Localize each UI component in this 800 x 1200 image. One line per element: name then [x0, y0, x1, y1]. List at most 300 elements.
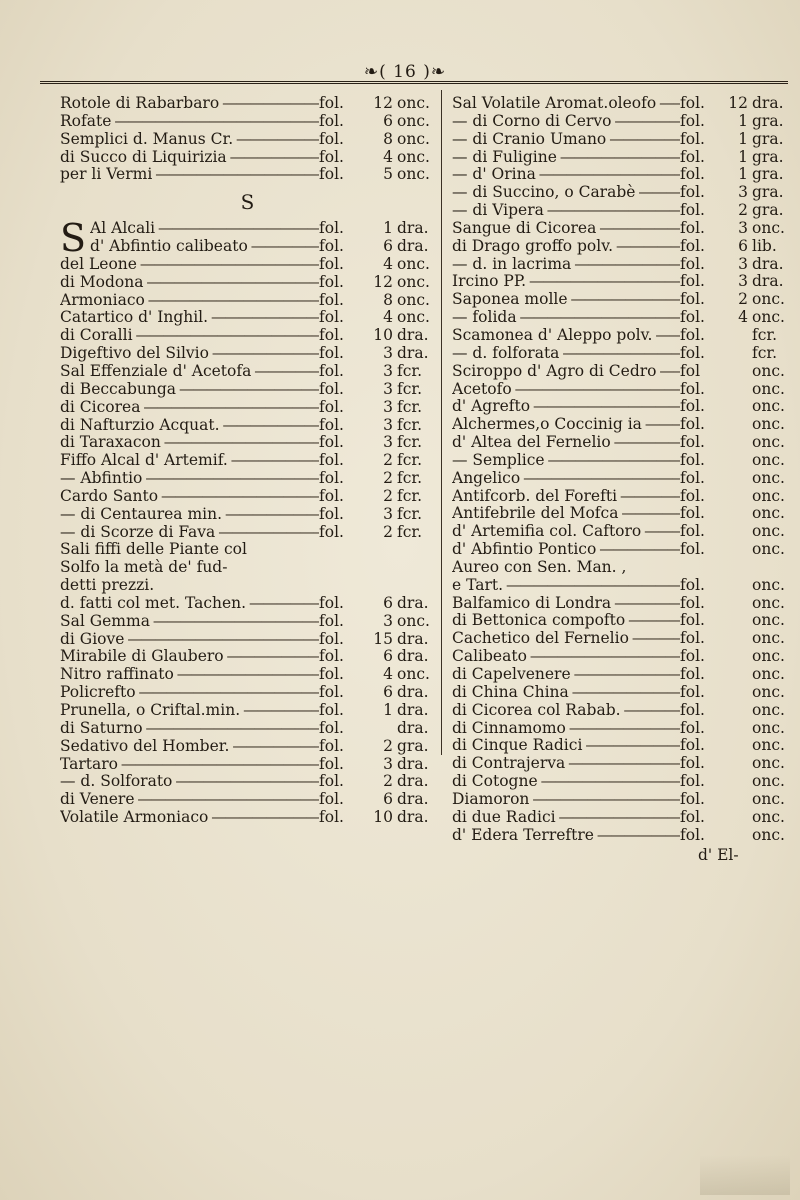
- item-name: di Beccabunga —————: [60, 381, 319, 399]
- item-unit: fol.: [680, 379, 705, 398]
- item-measure: onc.: [752, 647, 785, 666]
- item-measure: dra.: [397, 772, 429, 791]
- item-qty: 12: [373, 94, 393, 112]
- item-qty: [726, 505, 752, 523]
- item-unit: fol.: [319, 308, 344, 327]
- item-unit: fol.: [319, 718, 344, 737]
- item-unit: fol.: [319, 629, 344, 648]
- item-qty: 1: [738, 111, 748, 130]
- item-qty: 3: [383, 397, 393, 416]
- item-qty: 4: [383, 665, 393, 684]
- item-unit: fol.: [680, 504, 705, 523]
- item-measure: onc.: [397, 665, 430, 684]
- page-number: [350, 62, 460, 82]
- left-rows-bottom: [60, 595, 435, 827]
- price-row: [452, 470, 790, 488]
- item-measure: onc.: [752, 718, 785, 737]
- item-measure: fcr.: [397, 379, 423, 398]
- price-row: [452, 256, 790, 274]
- item-unit: fol.: [680, 397, 705, 416]
- price-row: [60, 452, 435, 470]
- item-qty: 6: [383, 683, 393, 702]
- item-name: Armoniaco —————: [60, 292, 319, 310]
- catchword: d' El-: [698, 846, 739, 864]
- price-row: [452, 202, 790, 220]
- price-row: [452, 149, 790, 167]
- item-name: Sal Effenziale d' Acetofa —————: [60, 363, 319, 381]
- item-measure: fcr.: [752, 343, 778, 362]
- right-column: [452, 95, 790, 844]
- item-unit: fol.: [319, 254, 344, 273]
- item-qty: 2: [383, 736, 393, 755]
- item-measure: dra.: [752, 272, 784, 291]
- price-row: [452, 684, 790, 702]
- item-qty: 3: [383, 379, 393, 398]
- price-row: [60, 274, 435, 292]
- column-divider: [441, 90, 442, 755]
- item-measure: onc.: [752, 772, 785, 791]
- item-qty: 10: [373, 326, 393, 345]
- item-measure: gra.: [752, 147, 784, 166]
- item-unit: fol.: [680, 129, 705, 148]
- item-unit: fol.: [680, 825, 705, 844]
- item-name: Antifebrile del Mofca —————: [452, 505, 680, 523]
- item-measure: onc.: [752, 825, 785, 844]
- page-number-text: 16: [393, 62, 417, 82]
- item-measure: onc.: [397, 611, 430, 630]
- left-rows-top: [60, 95, 435, 184]
- item-name: Ircino PP. —————: [452, 273, 680, 291]
- item-measure: dra.: [397, 629, 429, 648]
- item-measure: dra.: [397, 808, 429, 827]
- item-unit: fol.: [680, 236, 705, 255]
- price-row: [452, 488, 790, 506]
- item-unit: fol.: [319, 504, 344, 523]
- item-qty: [726, 470, 752, 488]
- price-row: [452, 184, 790, 202]
- price-row: [60, 381, 435, 399]
- item-unit: fol.: [319, 111, 344, 130]
- item-unit: fol.: [680, 433, 705, 452]
- item-unit: fol.: [319, 326, 344, 345]
- item-qty: [726, 809, 752, 827]
- item-unit: fol.: [319, 379, 344, 398]
- price-row: [452, 523, 790, 541]
- item-unit: fol.: [680, 450, 705, 469]
- item-name: — d. in lacrima —————: [452, 256, 680, 274]
- item-measure: onc.: [752, 611, 785, 630]
- item-unit: fol.: [680, 165, 705, 184]
- price-row: [452, 773, 790, 791]
- item-unit: fol.: [680, 308, 705, 327]
- item-qty: 4: [383, 254, 393, 273]
- item-name: Calibeato —————: [452, 648, 680, 666]
- item-qty: 10: [373, 808, 393, 827]
- item-name: Cachetico del Fernelio —————: [452, 630, 680, 648]
- item-qty: 8: [383, 290, 393, 309]
- item-unit: fol.: [680, 647, 705, 666]
- item-measure: onc.: [752, 629, 785, 648]
- item-measure: onc.: [397, 272, 430, 291]
- price-row: [60, 648, 435, 666]
- price-row: [60, 256, 435, 274]
- price-row: [452, 416, 790, 434]
- price-row: [60, 309, 435, 327]
- item-name: — Semplice —————: [452, 452, 680, 470]
- price-row: [60, 327, 435, 345]
- price-row: [452, 220, 790, 238]
- item-unit: fol.: [680, 218, 705, 237]
- ornament-right: )❧: [416, 62, 447, 82]
- price-row: [60, 113, 435, 131]
- item-unit: fol.: [680, 754, 705, 773]
- item-measure: dra.: [397, 593, 429, 612]
- price-row: [60, 506, 435, 524]
- item-name: Nitro raffinato —————: [60, 666, 319, 684]
- price-row: [60, 166, 435, 184]
- item-name: di due Radici —————: [452, 809, 680, 827]
- item-unit: fol.: [680, 593, 705, 612]
- item-name: per li Vermi —————: [60, 166, 319, 184]
- item-qty: 1: [738, 165, 748, 184]
- item-measure: onc.: [752, 397, 785, 416]
- price-row: [452, 381, 790, 399]
- item-measure: dra.: [397, 754, 429, 773]
- item-measure: onc.: [752, 665, 785, 683]
- item-measure: onc.: [752, 433, 785, 452]
- item-name: d' Edera Terreftre —————: [452, 827, 680, 845]
- price-row: [452, 273, 790, 291]
- price-row: [60, 809, 435, 827]
- text-line: [60, 577, 435, 595]
- item-unit: fol.: [680, 611, 705, 630]
- item-qty: 2: [383, 522, 393, 541]
- price-row: [452, 809, 790, 827]
- item-measure: fcr.: [397, 469, 423, 488]
- item-measure: onc.: [752, 754, 785, 773]
- price-row: [60, 434, 435, 452]
- price-row: [60, 131, 435, 149]
- item-qty: 6: [383, 790, 393, 809]
- item-qty: [726, 827, 752, 845]
- item-unit: fol.: [680, 343, 705, 362]
- item-measure: onc.: [752, 290, 785, 309]
- item-unit: fol.: [319, 469, 344, 488]
- item-unit: fol.: [680, 111, 705, 130]
- item-unit: fol.: [680, 201, 705, 220]
- item-unit: fol.: [680, 468, 705, 487]
- item-name: Balfamico di Londra —————: [452, 595, 680, 613]
- price-row: [452, 666, 790, 684]
- price-row: [60, 631, 435, 649]
- ornament-left: ❧(: [363, 62, 394, 82]
- price-row: [452, 827, 790, 845]
- item-unit: fol.: [319, 701, 344, 719]
- item-qty: [726, 755, 752, 773]
- item-qty: [726, 416, 752, 434]
- item-name: di Cotogne —————: [452, 773, 680, 791]
- item-name: di Cicorea col Rabab. —————: [452, 702, 680, 720]
- item-qty: [726, 666, 752, 684]
- item-qty: 3: [383, 344, 393, 363]
- price-row: [452, 434, 790, 452]
- item-qty: [726, 381, 752, 399]
- item-unit: fol: [680, 361, 701, 380]
- item-measure: dra.: [752, 94, 784, 112]
- item-name: di Cinque Radici —————: [452, 737, 680, 755]
- item-qty: 3: [383, 415, 393, 434]
- item-measure: dra.: [397, 344, 429, 363]
- item-unit: fol.: [319, 647, 344, 666]
- price-row: [452, 95, 790, 113]
- item-name: d' Agrefto —————: [452, 398, 680, 416]
- item-name: Cardo Santo —————: [60, 488, 319, 506]
- item-unit: fol.: [319, 272, 344, 291]
- item-qty: [726, 720, 752, 738]
- item-measure: onc.: [752, 218, 785, 237]
- header-rule: [40, 81, 788, 84]
- item-qty: 6: [383, 593, 393, 612]
- item-name: — di Centaurea min. —————: [60, 506, 319, 524]
- price-row: [452, 113, 790, 131]
- item-unit: fol.: [680, 772, 705, 791]
- text-line: [452, 559, 790, 577]
- item-unit: fol.: [319, 165, 344, 184]
- item-unit: fol.: [319, 147, 344, 166]
- item-measure: onc.: [752, 379, 785, 398]
- item-name: Sedativo del Homber. —————: [60, 738, 319, 756]
- item-measure: onc.: [397, 290, 430, 309]
- item-name: — di Corno di Cervo —————: [452, 113, 680, 131]
- item-qty: 4: [738, 308, 748, 327]
- price-row: [60, 363, 435, 381]
- price-row: [452, 737, 790, 755]
- item-name: — di Cranio Umano —————: [452, 131, 680, 149]
- item-unit: fol.: [680, 486, 705, 505]
- item-name: Rofate —————: [60, 113, 319, 131]
- price-row: [60, 756, 435, 774]
- item-unit: fol.: [319, 683, 344, 702]
- price-row: [60, 524, 435, 542]
- item-measure: gra.: [752, 165, 784, 184]
- item-name: — di Scorze di Fava —————: [60, 524, 319, 542]
- item-name: — folida —————: [452, 309, 680, 327]
- item-name: Tartaro —————: [60, 756, 319, 774]
- price-row: [60, 595, 435, 613]
- item-name: di Saturno —————: [60, 720, 319, 738]
- item-name: Rotole di Rabarbaro —————: [60, 95, 319, 113]
- item-qty: [726, 452, 752, 470]
- item-qty: 3: [383, 611, 393, 630]
- item-qty: 1: [738, 129, 748, 148]
- item-name: Diamoron —————: [452, 791, 680, 809]
- item-name: Alchermes,o Coccinig ia —————: [452, 416, 680, 434]
- item-qty: 15: [373, 629, 393, 648]
- item-measure: onc.: [752, 308, 785, 327]
- price-row: [60, 292, 435, 310]
- item-name: Acetofo —————: [452, 381, 680, 399]
- item-qty: 3: [383, 361, 393, 380]
- item-name: di Nafturzio Acquat. —————: [60, 417, 319, 435]
- item-name: d' Abfintio Pontico —————: [452, 541, 680, 559]
- dropcap: S: [60, 216, 87, 261]
- item-measure: lib.: [752, 236, 777, 255]
- item-name: di Succo di Liquirizia —————: [60, 149, 319, 167]
- item-unit: fol.: [319, 593, 344, 612]
- price-row: [452, 612, 790, 630]
- price-row: [60, 345, 435, 363]
- item-qty: [726, 684, 752, 702]
- item-name: — d. Solforato —————: [60, 773, 319, 791]
- item-qty: [726, 630, 752, 648]
- price-row: [60, 399, 435, 417]
- item-measure: dra.: [397, 237, 429, 256]
- item-name: di Cinnamomo —————: [452, 720, 680, 738]
- item-qty: 12: [373, 272, 393, 291]
- item-unit: fol.: [319, 290, 344, 309]
- item-measure: onc.: [752, 789, 785, 808]
- item-name: di Bettonica compofto —————: [452, 612, 680, 630]
- item-unit: fol.: [319, 754, 344, 773]
- item-measure: fcr.: [397, 486, 423, 505]
- item-measure: fcr.: [397, 522, 423, 541]
- price-row: [60, 720, 435, 738]
- item-measure: gra.: [397, 736, 429, 755]
- item-qty: 3: [383, 504, 393, 523]
- item-qty: 1: [383, 701, 393, 719]
- item-qty: 5: [383, 165, 393, 184]
- item-unit: fol.: [680, 94, 705, 112]
- item-measure: onc.: [752, 486, 785, 505]
- item-name: Digeftivo del Silvio —————: [60, 345, 319, 363]
- item-name: Angelico —————: [452, 470, 680, 488]
- item-measure: dra.: [397, 718, 429, 737]
- item-measure: onc.: [752, 593, 785, 612]
- item-qty: [726, 345, 752, 363]
- price-row: [90, 238, 435, 256]
- item-name: di Venere —————: [60, 791, 319, 809]
- item-qty: [726, 541, 752, 559]
- price-row: [60, 791, 435, 809]
- item-qty: 2: [738, 201, 748, 220]
- item-unit: fol.: [319, 129, 344, 148]
- item-qty: 8: [383, 129, 393, 148]
- item-qty: [371, 720, 397, 738]
- item-name: Antifcorb. del Forefti —————: [452, 488, 680, 506]
- text-line-content: Sali fiffi delle Piante col: [60, 541, 247, 559]
- item-name: — di Succino, o Carabè —————: [452, 184, 680, 202]
- item-qty: [726, 773, 752, 791]
- item-measure: dra.: [397, 326, 429, 345]
- item-measure: onc.: [752, 468, 785, 487]
- item-unit: fol.: [319, 808, 344, 827]
- item-measure: fcr.: [397, 504, 423, 523]
- price-row: [60, 773, 435, 791]
- item-unit: fol.: [680, 575, 705, 594]
- item-measure: onc.: [397, 147, 430, 166]
- item-qty: 3: [383, 433, 393, 452]
- item-unit: fol.: [319, 415, 344, 434]
- item-measure: onc.: [752, 540, 785, 559]
- price-row: [452, 452, 790, 470]
- item-measure: onc.: [397, 129, 430, 148]
- item-name: di Coralli —————: [60, 327, 319, 345]
- price-row: [90, 220, 435, 238]
- price-row: [60, 149, 435, 167]
- item-unit: fol.: [319, 451, 344, 470]
- item-name: Aureo con Sen. Man. ,: [452, 558, 627, 576]
- item-name: Mirabile di Glaubero —————: [60, 648, 319, 666]
- item-unit: fol.: [680, 522, 705, 541]
- price-row: [60, 417, 435, 435]
- price-row: [452, 630, 790, 648]
- text-line-content: detti prezzi.: [60, 577, 155, 595]
- item-name: — d. folforata —————: [452, 345, 680, 363]
- item-unit: fol.: [680, 682, 705, 701]
- item-qty: 12: [728, 94, 748, 112]
- item-measure: onc.: [397, 308, 430, 327]
- section-letter: S: [240, 190, 255, 215]
- price-row: [60, 684, 435, 702]
- item-name: di Drago groffo polv. —————: [452, 238, 680, 256]
- price-row: [452, 755, 790, 773]
- item-unit: fol.: [680, 290, 705, 309]
- price-row: [60, 666, 435, 684]
- item-unit: fol.: [680, 718, 705, 737]
- item-qty: 3: [738, 218, 748, 237]
- item-measure: onc.: [397, 94, 430, 112]
- item-qty: [726, 648, 752, 666]
- item-measure: dra.: [752, 254, 784, 273]
- item-unit: fol.: [680, 147, 705, 166]
- item-name: e Tart. —————: [452, 577, 680, 595]
- text-line-content: Solfo la metà de' fud-: [60, 559, 228, 577]
- item-qty: 2: [383, 772, 393, 791]
- item-name: d' Abfintio calibeato —————: [90, 238, 319, 256]
- item-unit: fol.: [319, 344, 344, 363]
- left-rows-s: [60, 238, 435, 541]
- item-measure: onc.: [752, 504, 785, 523]
- price-row: [60, 488, 435, 506]
- item-qty: [726, 702, 752, 720]
- item-qty: [726, 737, 752, 755]
- item-qty: 3: [738, 272, 748, 291]
- item-unit: fol.: [319, 665, 344, 684]
- item-qty: [726, 595, 752, 613]
- item-name: — di Fuligine —————: [452, 149, 680, 167]
- price-row: [452, 291, 790, 309]
- item-name: Sangue di Cicorea —————: [452, 220, 680, 238]
- item-name: del Leone —————: [60, 256, 319, 274]
- item-unit: fol.: [680, 325, 705, 344]
- item-measure: onc.: [397, 165, 430, 184]
- item-name: di Giove —————: [60, 631, 319, 649]
- item-qty: [726, 523, 752, 541]
- item-name: Catartico d' Inghil. —————: [60, 309, 319, 327]
- item-unit: fol.: [319, 94, 344, 112]
- item-measure: gra.: [752, 183, 784, 202]
- item-name: — d' Orina —————: [452, 166, 680, 184]
- price-row: [452, 702, 790, 720]
- item-unit: fol.: [319, 397, 344, 416]
- price-row: [452, 720, 790, 738]
- item-measure: fcr.: [397, 451, 423, 470]
- item-unit: fol.: [319, 433, 344, 452]
- right-rows-b: [452, 577, 790, 845]
- left-column: [60, 95, 435, 827]
- item-qty: 2: [383, 486, 393, 505]
- item-unit: fol.: [319, 772, 344, 791]
